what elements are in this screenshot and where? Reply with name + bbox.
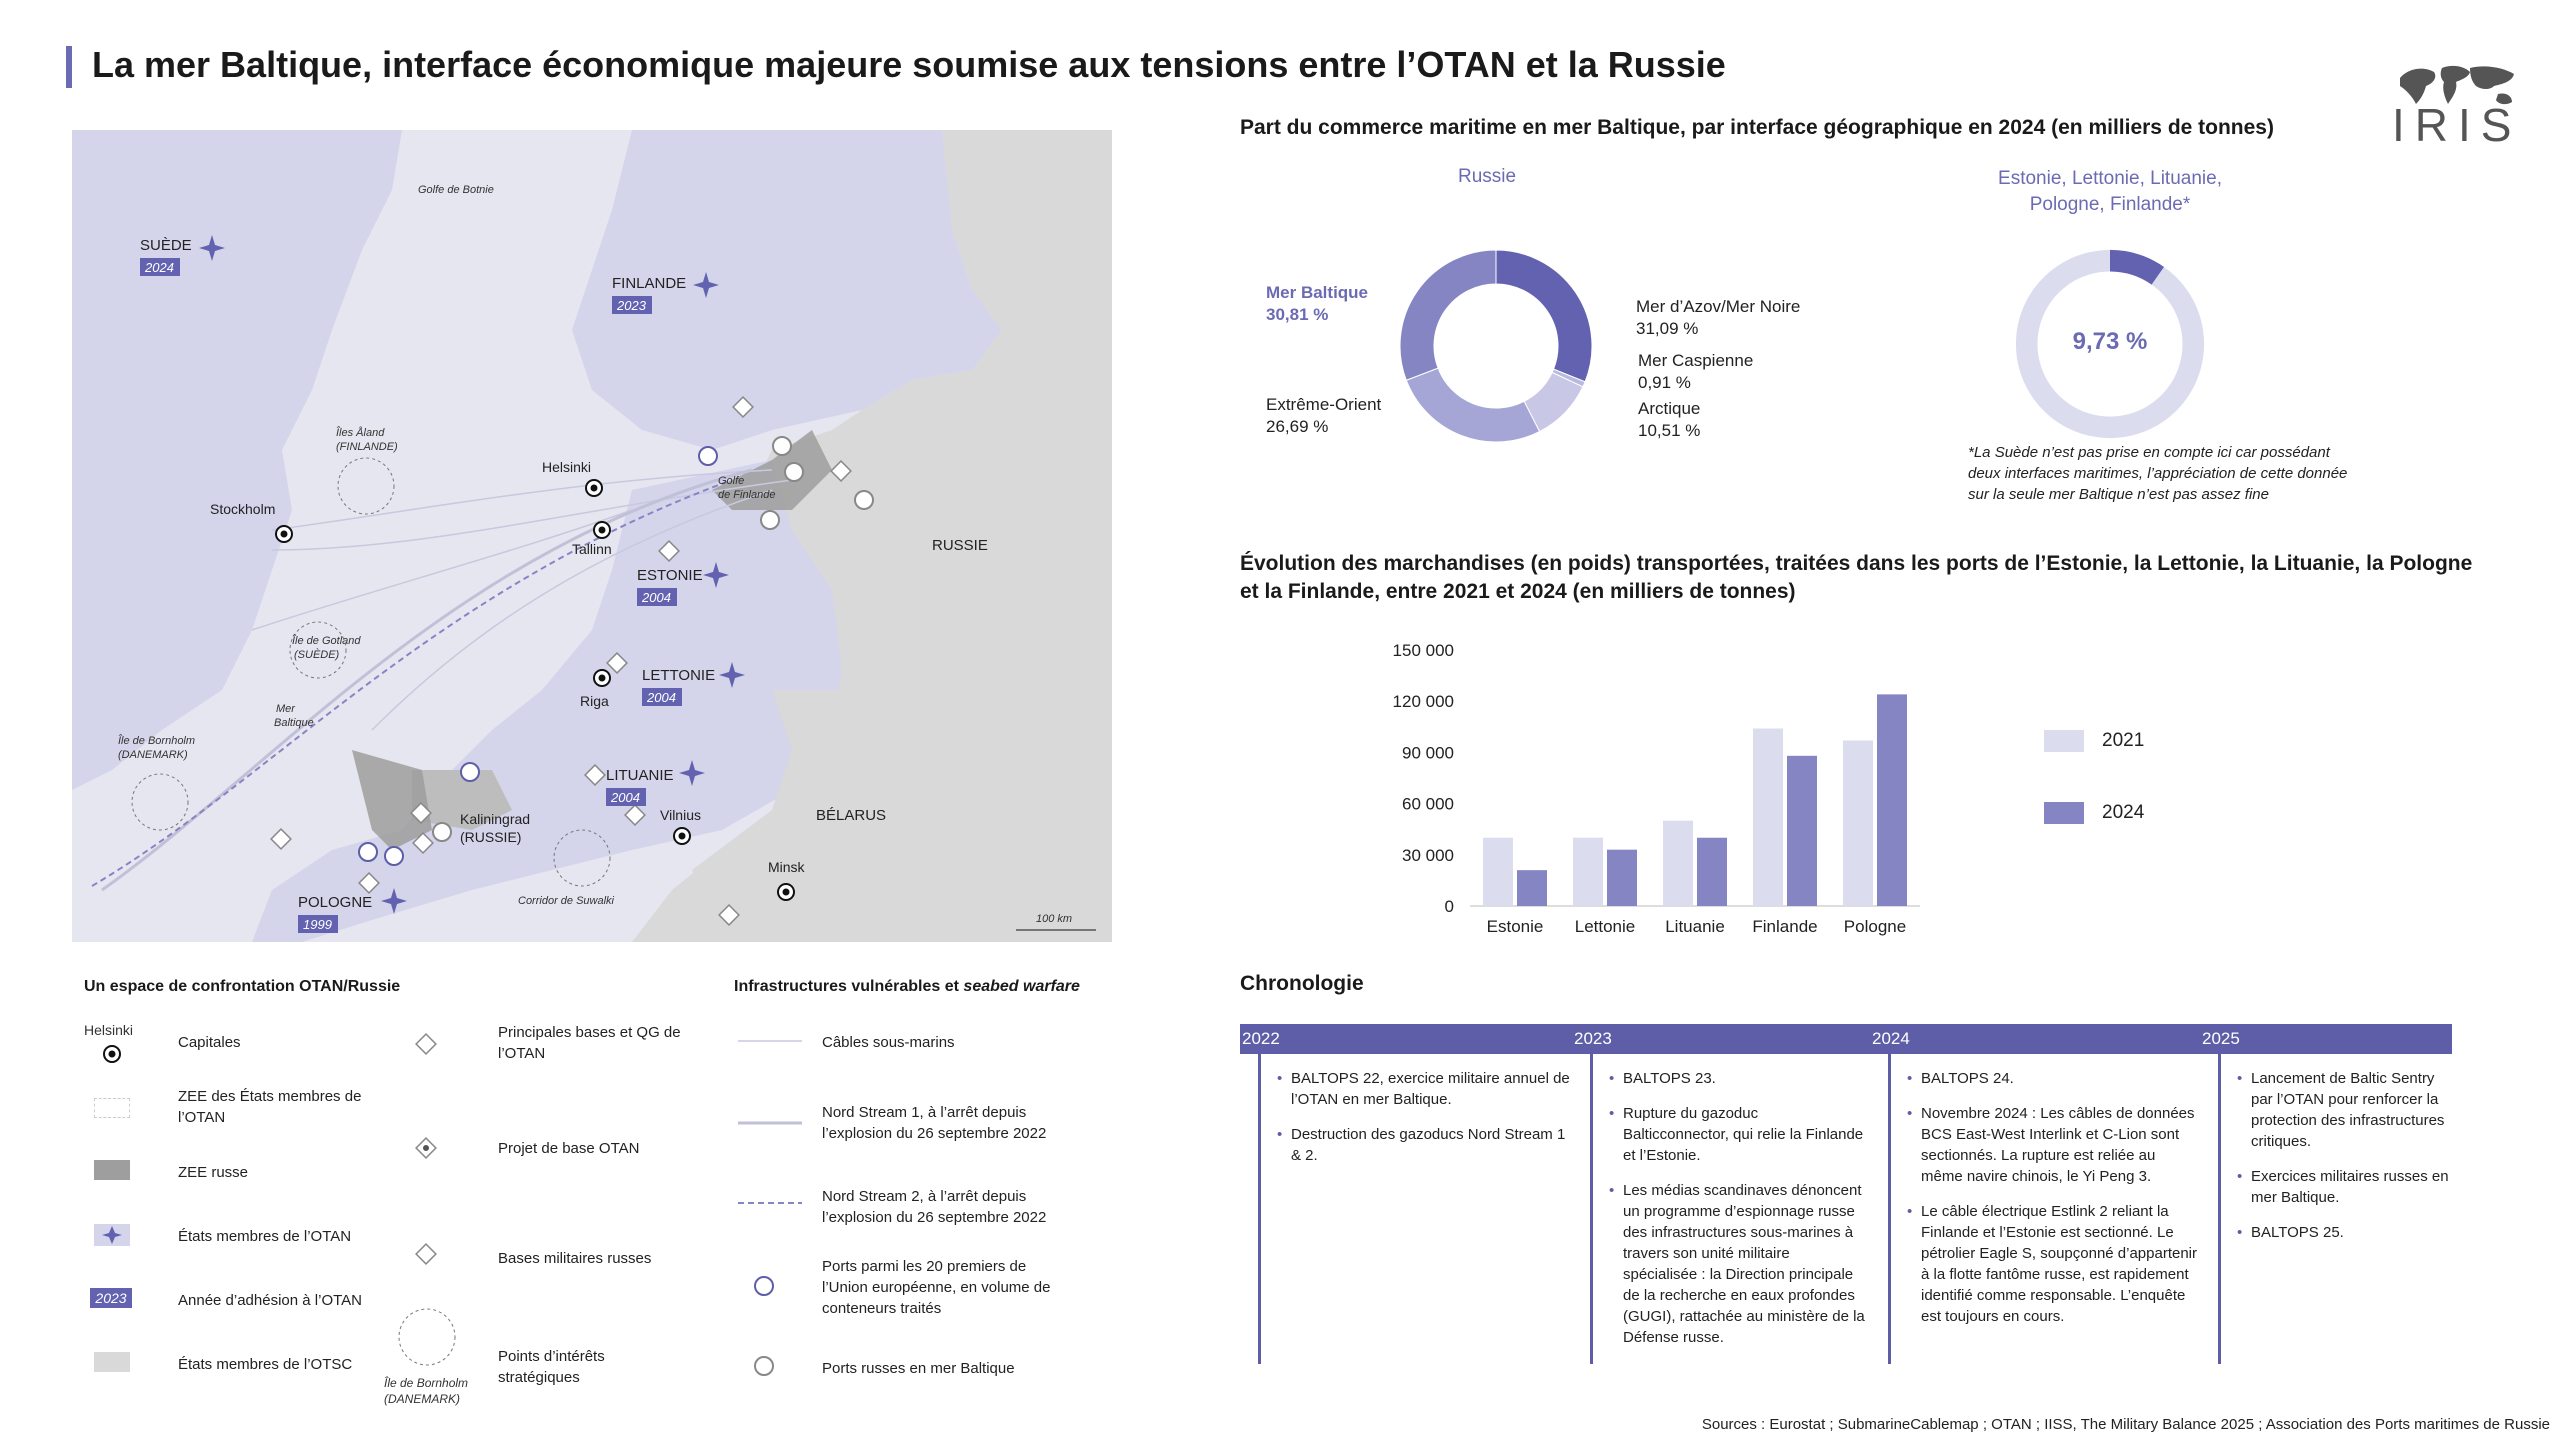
donut-russia-slice-3 — [1406, 368, 1539, 442]
capital-label-minsk: Minsk — [768, 859, 805, 875]
map-label-finland: FINLANDE — [612, 275, 687, 292]
slice-value-azov: 31,09 % — [1636, 319, 1699, 338]
donut-russia-label-azov — [1636, 296, 1800, 340]
map-label-poland: POLOGNE — [298, 894, 373, 911]
y-tick-label: 150 000 — [1392, 641, 1454, 660]
legend-nato-base-icon — [412, 1030, 440, 1058]
timeline-column-2022 — [1258, 1054, 1578, 1364]
label-aland-1: Îles Åland — [336, 427, 385, 439]
timeline-column-2023 — [1590, 1054, 1876, 1364]
map-year-finland: 2023 — [617, 298, 646, 313]
x-tick-label: Pologne — [1843, 917, 1907, 936]
baltic-map — [72, 130, 1112, 942]
legend-bornholm-1: Île de Bornholm — [384, 1376, 469, 1390]
slice-name-azov: Mer d’Azov/Mer Noire — [1636, 297, 1801, 316]
bar-lettonie-2021 — [1573, 838, 1603, 906]
donut-russia-slice-4 — [1400, 250, 1496, 380]
bar-pologne-2024 — [1877, 694, 1907, 906]
timeline-bar — [1240, 1024, 2452, 1054]
donut-russia-label-baltique — [1266, 282, 1368, 326]
donut-russia-label-arctique — [1638, 398, 1700, 442]
legend-strategic-point-icon — [396, 1306, 458, 1368]
timeline-item: • Exercices militaires russes en mer Baltique. — [2237, 1166, 2450, 1208]
legend-port-russe-icon — [752, 1354, 776, 1378]
legend-ns2-line — [738, 1198, 802, 1208]
y-tick-label: 60 000 — [1402, 794, 1454, 814]
label-gotland-1: Île de Gotland — [292, 635, 361, 647]
map-label-sweden: SUÈDE — [140, 237, 192, 254]
map-year-latvia: 2004 — [647, 690, 676, 705]
legend-ns2: Nord Stream 2, à l’arrêt depuis l’explosion du 26 septembre 2022 — [822, 1188, 1047, 1226]
map-year-estonia: 2004 — [642, 590, 671, 605]
bar-lituanie-2021 — [1663, 821, 1693, 906]
note-line-3: sur la seule mer Baltique n’est pas assez fine — [1968, 486, 2269, 503]
slice-value-caspienne: 0,91 % — [1638, 373, 1691, 392]
legend-cable-line — [738, 1036, 802, 1046]
bar-finlande-2021 — [1753, 729, 1783, 906]
donut-others-label-1: Estonie, Lettonie, Lituanie, — [1998, 168, 2222, 189]
y-tick-label: 30 000 — [1402, 845, 1454, 865]
legend-right-title-italic: seabed warfare — [963, 978, 1080, 995]
donut-others-label-2: Pologne, Finlande* — [2029, 194, 2191, 215]
legend-otsc: États membres de l’OTSC — [178, 1356, 353, 1373]
bar-lettonie-2024 — [1607, 850, 1637, 906]
legend-ns1: Nord Stream 1, à l’arrêt depuis l’explosion du 26 septembre 2022 — [822, 1104, 1047, 1142]
slice-name-extreme-orient: Extrême-Orient — [1266, 395, 1382, 414]
label-scale: 100 km — [1036, 913, 1073, 925]
donut-russia — [1396, 246, 1596, 446]
bar-finlande-2024 — [1787, 756, 1817, 906]
timeline-item: • Le câble électrique Estlink 2 reliant la Finlande et l’Estonie est sectionné. Le pétrolier Eagle S, soupçonné d’appartenir à la flotte fantôme russe, est rapidement identifié comme responsable. L’enquête est toujours en cours. — [1907, 1201, 2198, 1327]
slice-name-baltique: Mer Baltique — [1266, 283, 1369, 302]
note-line-2: deux interfaces maritimes, l’appréciation de cette donnée — [1968, 465, 2348, 482]
legend-bornholm-2: (DANEMARK) — [384, 1392, 461, 1406]
timeline-item: • Novembre 2024 : Les câbles de données BCS East-West Interlink et C-Lion sont sectionnés. La rupture est reliée au même navire chinois, le Yi Peng 3. — [1907, 1103, 2198, 1187]
legend-ports-russes: Ports russes en mer Baltique — [822, 1360, 1015, 1377]
slice-value-arctique: 10,51 % — [1638, 421, 1701, 440]
capital-label-vilnius: Vilnius — [660, 807, 701, 823]
slice-value-extreme-orient: 26,69 % — [1266, 417, 1329, 436]
label-mer-1: Mer — [276, 703, 295, 715]
timeline-title: Chronologie — [1240, 972, 1364, 995]
map-year-poland: 1999 — [303, 917, 332, 932]
timeline-item: • Rupture du gazoduc Balticconnector, qui relie la Finlande et l’Estonie. — [1609, 1103, 1868, 1166]
capital-label-helsinki: Helsinki — [542, 459, 592, 475]
legend-bases-otan: Principales bases et QG de l’OTAN — [498, 1024, 681, 1062]
donuts-title: Part du commerce maritime en mer Baltique, par interface géographique en 2024 (en milliers de tonnes) — [1240, 116, 2274, 139]
timeline-item: • Destruction des gazoducs Nord Stream 1 & 2. — [1277, 1124, 1570, 1166]
donut-russia-label-extreme-orient — [1266, 394, 1381, 438]
note-line-1: *La Suède n’est pas prise en compte ici car possédant — [1968, 444, 2330, 461]
slice-value-baltique: 30,81 % — [1266, 305, 1329, 324]
legend-zee-otan-swatch — [94, 1098, 130, 1118]
legend-ports-ue: Ports parmi les 20 premiers de l’Union européenne, en volume de conteneurs traités — [822, 1258, 1051, 1317]
bar-chart-title-line1: Évolution des marchandises (en poids) transportées, traitées dans les ports de l’Estonie, la Lettonie, la Lituanie, la Pologne — [1240, 552, 2473, 575]
capital-label-stockholm: Stockholm — [210, 501, 276, 517]
map-year-sweden: 2024 — [145, 260, 174, 275]
legend-cables: Câbles sous-marins — [822, 1034, 955, 1051]
label-bornholm-1: Île de Bornholm — [118, 735, 196, 747]
legend-year-swatch: 2023 — [90, 1288, 132, 1308]
label-mer-2: Baltique — [274, 717, 314, 729]
timeline-item: • BALTOPS 24. — [1907, 1068, 2198, 1089]
map-label-belarus: BÉLARUS — [816, 807, 887, 824]
legend-ns1-line — [738, 1118, 802, 1128]
legend-right-title-main: Infrastructures vulnérables et — [734, 978, 964, 995]
timeline-item: • BALTOPS 25. — [2237, 1222, 2450, 1243]
timeline-item: • Lancement de Baltic Sentry par l’OTAN pour renforcer la protection des infrastructures critiques. — [2237, 1068, 2450, 1152]
logo-text: IRIS — [2392, 99, 2522, 151]
legend-zee-russe-swatch — [94, 1160, 130, 1180]
page-title: La mer Baltique, interface économique majeure soumise aux tensions entre l’OTAN et la Russie — [92, 44, 1726, 85]
donut-russia-slice-0 — [1496, 250, 1592, 382]
timeline-column-2024 — [1888, 1054, 2206, 1364]
legend-nato-project-icon — [412, 1134, 440, 1162]
sources: Sources : Eurostat ; SubmarineCablemap ; OTAN ; IISS, The Military Balance 2025 ; Association des Ports maritimes de Russie — [1701, 1416, 2550, 1433]
x-tick-label: Finlande — [1752, 917, 1818, 936]
legend-russian-base-icon — [412, 1240, 440, 1268]
legend-nato-star-icon — [94, 1224, 130, 1246]
legend-zee-russe: ZEE russe — [178, 1164, 249, 1181]
bar-lituanie-2024 — [1697, 838, 1727, 906]
legend-etats-otan: États membres de l’OTAN — [178, 1228, 352, 1245]
legend-annee: Année d’adhésion à l’OTAN — [178, 1292, 362, 1309]
capital-label-riga: Riga — [580, 693, 609, 709]
legend-otsc-swatch — [94, 1352, 130, 1372]
legend-capital-icon — [100, 1042, 124, 1066]
legend-capital-example: Helsinki — [84, 1022, 134, 1038]
label-golfe-finlande-1: Golfe — [718, 475, 745, 487]
slice-name-caspienne: Mer Caspienne — [1638, 351, 1754, 370]
label-golfe-finlande-2: de Finlande — [718, 489, 776, 501]
map-year-lithuania: 2004 — [611, 790, 640, 805]
map-label-estonia: ESTONIE — [637, 567, 703, 584]
map-label-latvia: LETTONIE — [642, 667, 716, 684]
bar-chart — [1380, 630, 1940, 950]
legend-left-title: Un espace de confrontation OTAN/Russie — [84, 978, 401, 995]
capital-label-tallinn: Tallinn — [572, 541, 612, 557]
donut-russia-label-caspienne — [1638, 350, 1753, 394]
slice-name-arctique: Arctique — [1638, 399, 1701, 418]
bar-estonie-2024 — [1517, 870, 1547, 906]
label-golfe-botnie: Golfe de Botnie — [418, 184, 494, 196]
y-tick-label: 90 000 — [1402, 743, 1454, 763]
label-suwalki: Corridor de Suwalki — [518, 895, 614, 907]
label-bornholm-2: (DANEMARK) — [118, 749, 188, 761]
timeline-column-2025 — [2218, 1054, 2458, 1364]
bar-estonie-2021 — [1483, 838, 1513, 906]
y-tick-label: 120 000 — [1392, 692, 1454, 712]
x-tick-label: Lettonie — [1574, 917, 1636, 936]
map-label-russia: RUSSIE — [932, 537, 988, 554]
bar-chart-title — [1240, 550, 2472, 606]
legend-port-ue-icon — [752, 1274, 776, 1298]
donut-others-label — [1960, 166, 2260, 218]
timeline-item: • BALTOPS 23. — [1609, 1068, 1868, 1089]
legend-capitales: Capitales — [178, 1034, 241, 1051]
legend-right-title — [734, 978, 1080, 996]
bar-pologne-2021 — [1843, 740, 1873, 906]
legend-points: Points d’intérêts stratégiques — [498, 1348, 605, 1386]
legend-projet-otan: Projet de base OTAN — [498, 1140, 640, 1157]
label-gotland-2: (SUÈDE) — [294, 649, 340, 661]
timeline-year-2022: 2022 — [1242, 1029, 1280, 1048]
legend-zee-otan: ZEE des États membres de l’OTAN — [178, 1088, 362, 1126]
x-tick-label: Estonie — [1486, 917, 1544, 936]
legend-label-2021: 2021 — [2102, 730, 2145, 751]
label-aland-2: (FINLANDE) — [336, 441, 398, 453]
legend-swatch-2024 — [2044, 802, 2084, 824]
donut-others-note — [1968, 442, 2347, 505]
label-kaliningrad-1: Kaliningrad — [460, 811, 531, 827]
timeline-year-2024: 2024 — [1872, 1029, 1910, 1048]
label-kaliningrad-2: (RUSSIE) — [460, 829, 522, 845]
title-accent-bar — [66, 46, 72, 88]
bar-chart-title-line2: et la Finlande, entre 2021 et 2024 (en milliers de tonnes) — [1240, 580, 1796, 603]
legend-bases-russes: Bases militaires russes — [498, 1250, 652, 1267]
donut-others-value: 9,73 % — [2072, 328, 2148, 355]
x-tick-label: Lituanie — [1665, 917, 1725, 936]
y-tick-label: 0 — [1444, 897, 1454, 916]
timeline-year-2023: 2023 — [1574, 1029, 1612, 1048]
timeline-item: • Les médias scandinaves dénoncent un programme d’espionnage russe des infrastructures sous-marines à travers son unité militaire spécialisée : la Direction principale de la recherche en eaux profondes (GUGI), rattachée au ministère de la Défense russe. — [1609, 1180, 1868, 1348]
donut-russia-label: Russie — [1458, 166, 1517, 187]
legend-label-2024: 2024 — [2102, 802, 2145, 823]
map-label-lithuania: LITUANIE — [606, 767, 674, 784]
timeline-item: • BALTOPS 22, exercice militaire annuel de l’OTAN en mer Baltique. — [1277, 1068, 1570, 1110]
timeline-year-2025: 2025 — [2202, 1029, 2240, 1048]
legend-swatch-2021 — [2044, 730, 2084, 752]
